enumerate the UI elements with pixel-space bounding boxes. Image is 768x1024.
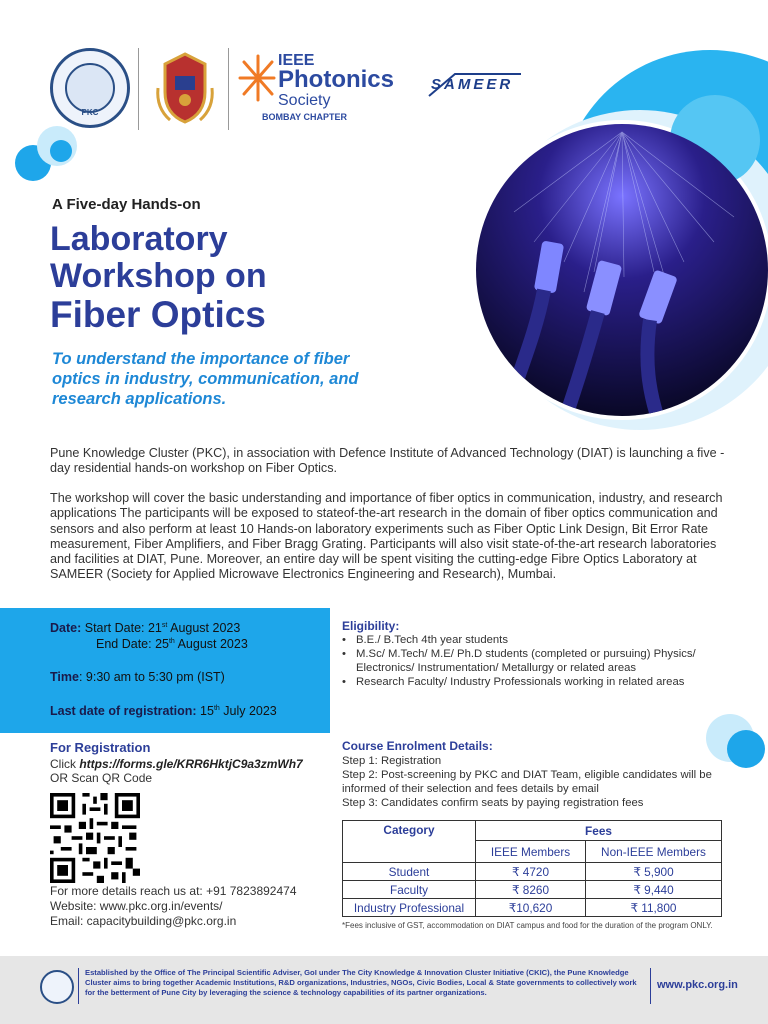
pkc-logo-text: PKC — [81, 108, 99, 117]
start-date-sup: st — [161, 621, 168, 629]
title-line-1: Laboratory — [50, 220, 228, 258]
ieee-starburst-icon — [236, 52, 276, 104]
end-date-prefix: End Date: 25 — [96, 637, 169, 651]
last-date-row — [50, 704, 277, 718]
title-line-3: Fiber Optics — [50, 294, 266, 335]
fees-header: Fees — [476, 821, 722, 841]
diat-emblem-logo — [150, 48, 220, 128]
fee-category: Student — [343, 863, 476, 881]
fee-non-ieee: ₹ 9,440 — [586, 881, 722, 899]
registration-link-line — [50, 757, 303, 771]
eligibility-heading: Eligibility: — [342, 619, 400, 633]
date-time-panel — [0, 608, 330, 733]
intro-paragraph-2: The workshop will cover the basic understanding and importance of fiber optics in communication, industry, and research applications The participants will be exposed to stateof-the-art research in the domain of fiber optics communication and sensors and also perform at least 10 Hands-on laboratory experiments such as Fiber Optic Link Design, Bit Error Rate measurement, Fiber Amplifiers, and Fiber Bragg Grating. Participants will also visit state-of-the-art research laboratories and facilities at DIAT, Pune. Moreover, an entire day will be spent visiting the cutting-edge Fibre Optics Laboratory at SAMEER (Society for Applied Microwave Electronics Engineering and Research), Mumbai. — [50, 491, 723, 582]
fee-category: Industry Professional — [343, 899, 476, 917]
eligibility-item: • B.E./ B.Tech 4th year students — [342, 633, 722, 647]
logo-divider-2 — [228, 48, 229, 130]
fee-non-ieee: ₹ 11,800 — [586, 899, 722, 917]
end-date-suffix: August 2023 — [174, 637, 248, 651]
enrolment-steps — [342, 754, 737, 810]
fee-ieee: ₹ 4720 — [476, 863, 586, 881]
ieee-members-header: IEEE Members — [476, 841, 586, 863]
non-ieee-members-header: Non-IEEE Members — [586, 841, 722, 863]
end-date-row — [96, 637, 248, 651]
decor-dot-small-3 — [50, 140, 72, 162]
fees-header-row — [343, 821, 722, 841]
last-date-label: Last date of registration: — [50, 704, 197, 718]
contact-email[interactable]: Email: capacitybuilding@pkc.org.in — [50, 914, 237, 928]
last-date-prefix: 15 — [196, 704, 214, 718]
sameer-logo — [425, 70, 525, 100]
sameer-text: SAMEER — [431, 76, 514, 93]
fee-ieee: ₹10,620 — [476, 899, 586, 917]
footer-description: Established by the Office of The Principal Scientific Adviser, GoI under The City Knowledge & Innovation Cluster Initiative (CKIC), the Pune Knowledge Cluster aims to bring together Academic Institutions, R&D organizations, Industries, NGOs, Civic Bodies, Local & State governments to collectively work for the betterment of Pune City by leveraging the science & technology capabilities of its partner organizations. — [85, 968, 637, 997]
end-date-sup: th — [168, 637, 175, 645]
footer-divider-right — [650, 968, 651, 1004]
ieee-sub-text: Society — [278, 92, 331, 109]
fee-ieee: ₹ 8260 — [476, 881, 586, 899]
time-label: Time — [50, 670, 79, 684]
enrolment-step: Step 1: Registration — [342, 755, 442, 767]
start-date-suffix: August 2023 — [167, 621, 241, 635]
pkc-logo — [50, 48, 130, 128]
category-header: Category — [343, 821, 476, 863]
footer-divider-left — [78, 968, 79, 1004]
fee-non-ieee: ₹ 5,900 — [586, 863, 722, 881]
registration-form-link[interactable]: https://forms.gle/KRR6HktjC9a3zmWh7 — [79, 757, 303, 771]
footer-website-link[interactable]: www.pkc.org.in — [657, 979, 738, 991]
start-date-row — [50, 621, 240, 635]
table-row — [343, 881, 722, 899]
fees-table — [342, 820, 722, 917]
date-label: Date: — [50, 621, 82, 635]
table-row — [343, 899, 722, 917]
last-date-sup: th — [213, 704, 220, 712]
eligibility-item: • Research Faculty/ Industry Professionals working in related areas — [342, 675, 722, 689]
title-line-2: Workshop on — [50, 257, 267, 295]
ieee-chapter-text: BOMBAY CHAPTER — [262, 112, 348, 122]
eligibility-item: • M.Sc/ M.Tech/ M.E/ Ph.D students (completed or pursuing) Physics/ Electronics/ Instrumentation/ Metallurgy or related areas — [342, 647, 722, 675]
contact-phone: For more details reach us at: +91 7823892474 — [50, 884, 297, 898]
time-row — [50, 670, 225, 684]
enrolment-step: Step 3: Candidates confirm seats by paying registration fees — [342, 797, 644, 809]
contact-website[interactable]: Website: www.pkc.org.in/events/ — [50, 899, 223, 913]
ieee-main-text: Photonics — [278, 66, 395, 93]
time-value: : 9:30 am to 5:30 pm (IST) — [78, 670, 225, 684]
enrolment-heading: Course Enrolment Details: — [342, 739, 493, 753]
ieee-top-text: IEEE — [278, 52, 315, 69]
fiber-optic-image — [474, 122, 768, 418]
ieee-photonics-logo — [236, 52, 406, 124]
registration-details — [50, 757, 303, 785]
enrolment-step: Step 2: Post-screening by PKC and DIAT Team, eligible candidates will be informed of their selection and fees details by email — [342, 769, 712, 795]
eligibility-list — [342, 633, 722, 689]
workshop-subtitle: To understand the importance of fiber optics in industry, communication, and research applications. — [52, 350, 359, 408]
registration-click-label: Click — [50, 757, 80, 771]
scan-qr-text: OR Scan QR Code — [50, 771, 153, 785]
intro-paragraph-1: Pune Knowledge Cluster (PKC), in association with Defence Institute of Advanced Technology (DIAT) is launching a five - day residential hands-on workshop on Fiber Optics. — [50, 446, 725, 476]
fee-category: Faculty — [343, 881, 476, 899]
table-row — [343, 863, 722, 881]
logo-divider-1 — [138, 48, 139, 130]
registration-heading: For Registration — [50, 740, 151, 755]
footer-pkc-logo — [40, 970, 74, 1004]
registration-qr-code[interactable] — [50, 793, 140, 883]
workshop-kicker: A Five-day Hands-on — [52, 196, 201, 213]
fees-note: *Fees inclusive of GST, accommodation on DIAT campus and food for the duration of the program ONLY. — [342, 921, 713, 930]
start-date-prefix: Start Date: 21 — [84, 621, 162, 635]
last-date-suffix: July 2023 — [219, 704, 277, 718]
contact-details — [50, 884, 297, 929]
